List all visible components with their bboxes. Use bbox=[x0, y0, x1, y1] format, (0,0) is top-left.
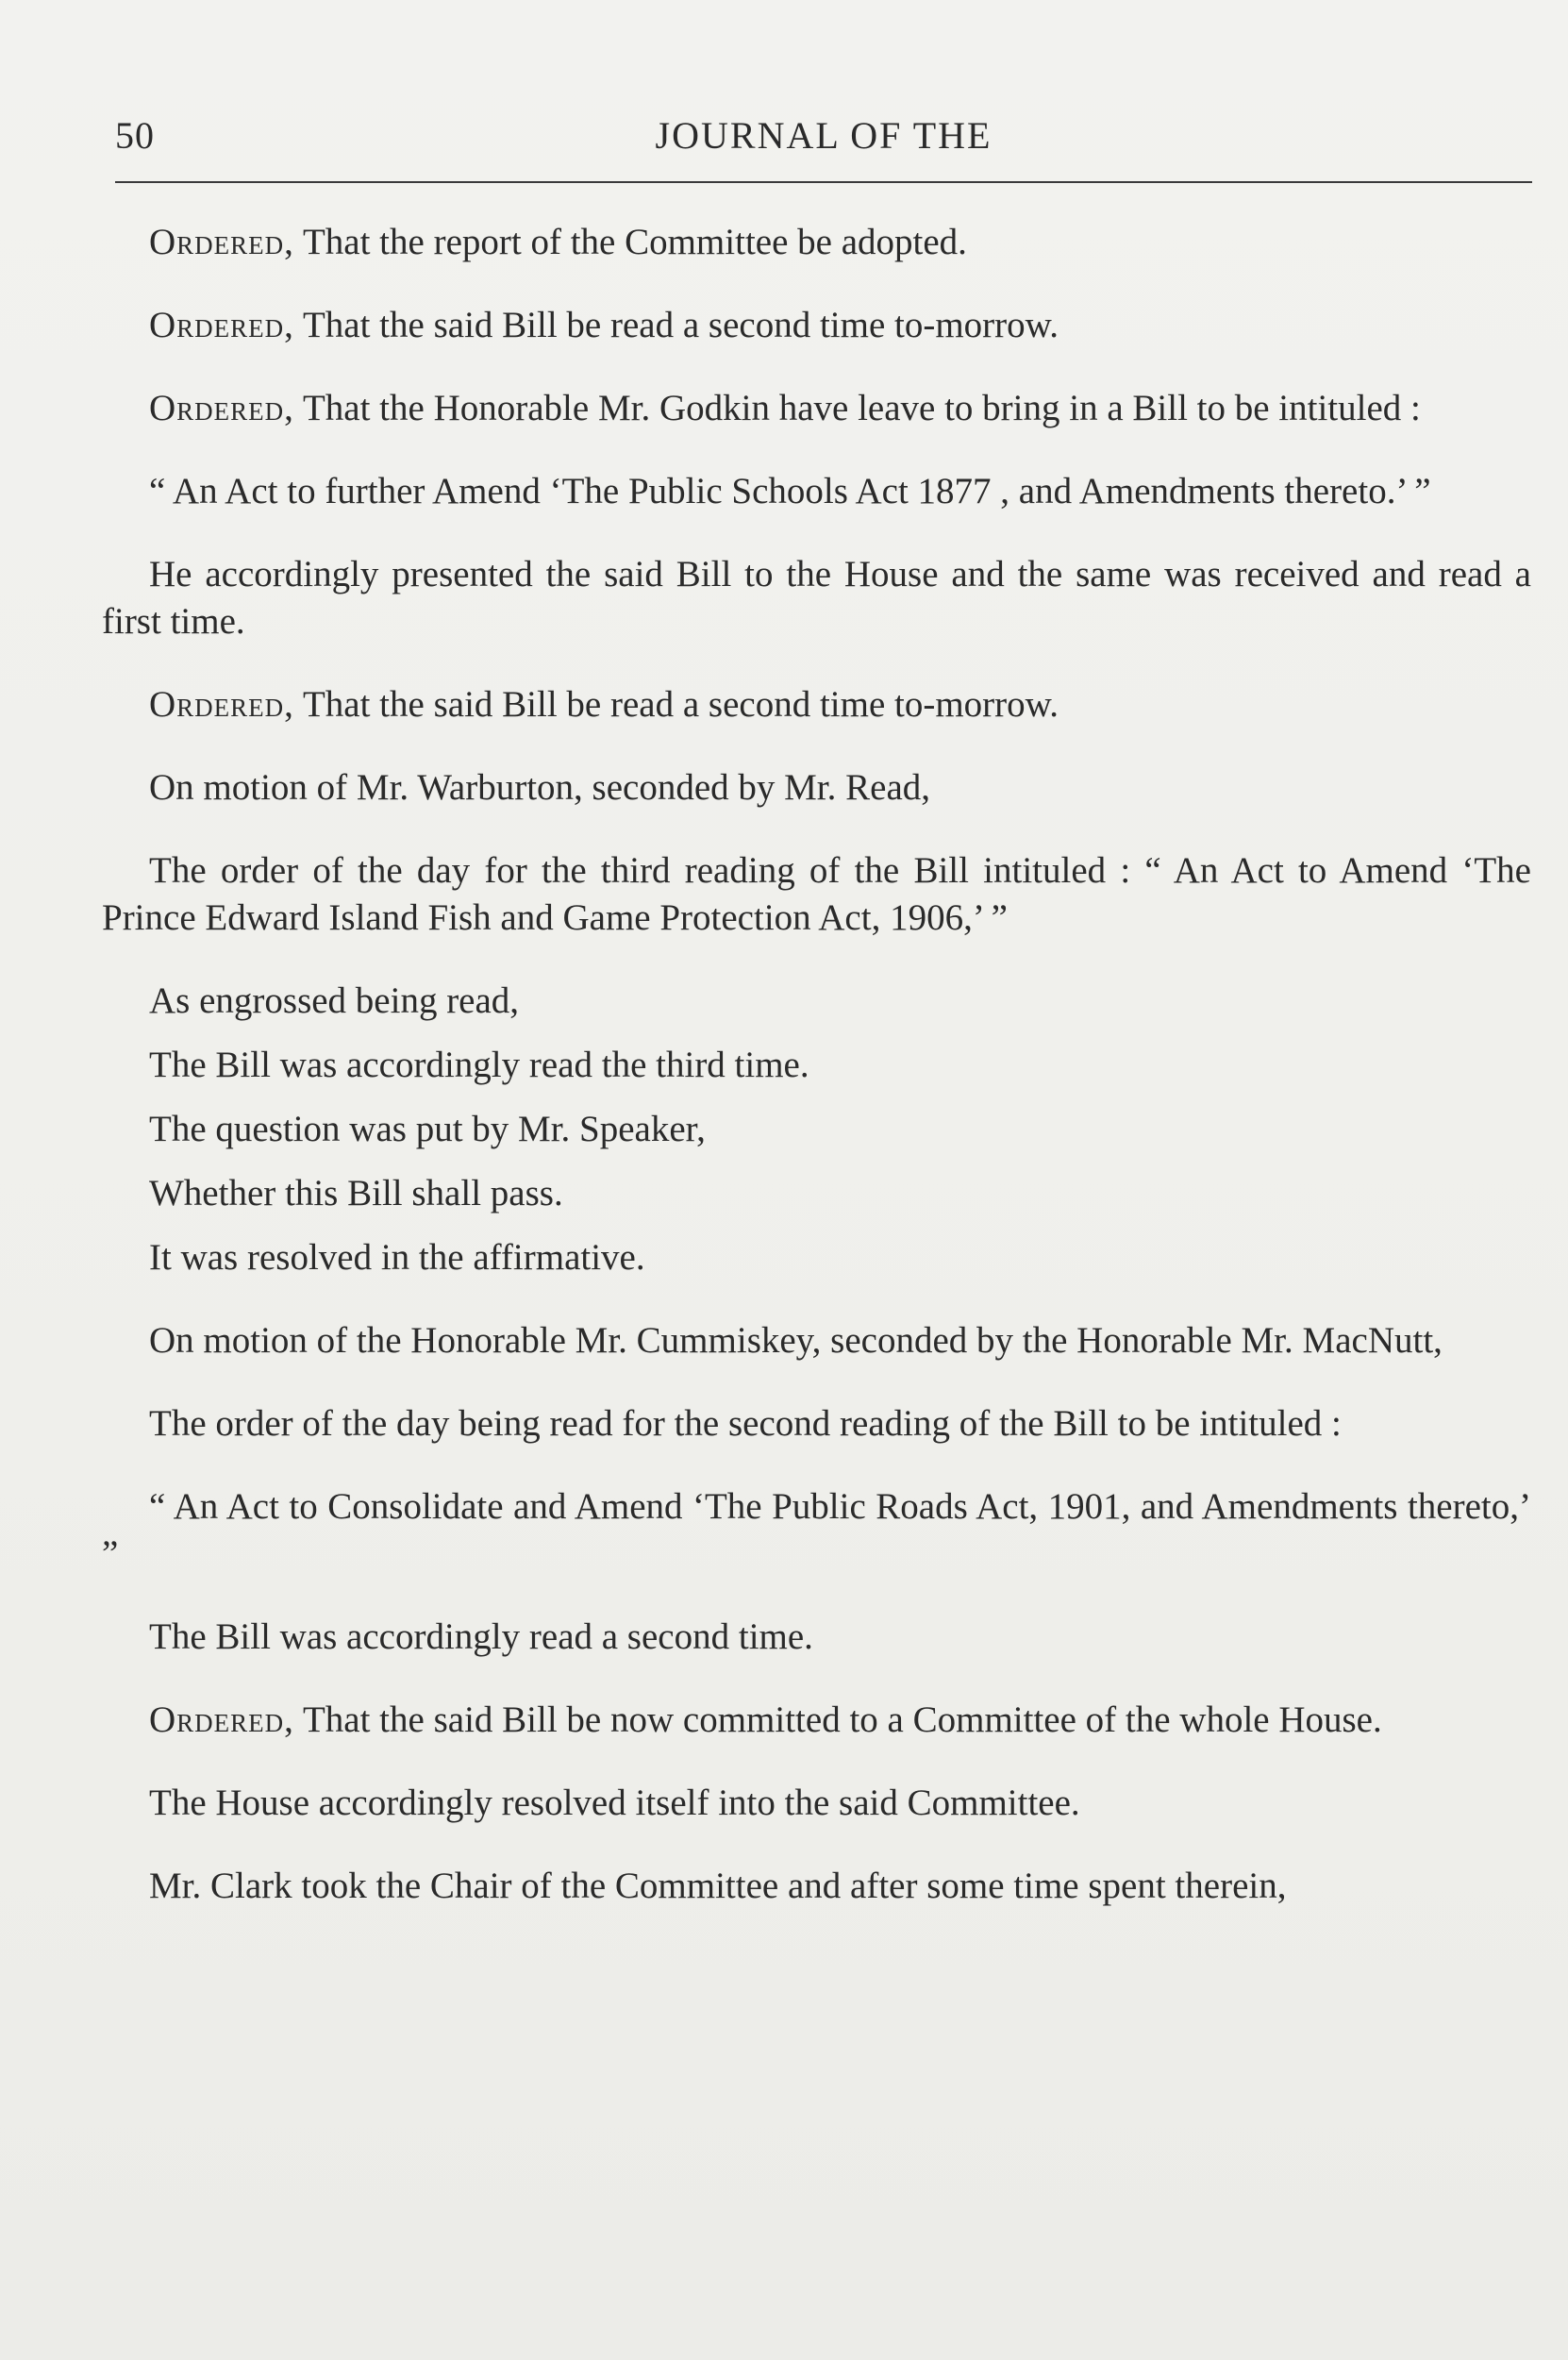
paragraph bbox=[102, 1697, 1531, 1744]
paragraph bbox=[102, 1170, 1531, 1217]
running-title: JOURNAL OF THE bbox=[655, 114, 993, 157]
paragraph-text: The order of the day being read for the second reading of the Bill to be intituled : bbox=[149, 1403, 1342, 1444]
paragraph bbox=[102, 1106, 1531, 1153]
paragraph-lead: Ordered, bbox=[149, 1699, 294, 1740]
paragraph-text: As engrossed being read, bbox=[149, 980, 520, 1021]
paragraph-text: The order of the day for the third reading of the Bill intituled : “ An Act to Amend ‘The Prince Edward Island Fish and Game Protection Act, 1906,’ ” bbox=[102, 850, 1531, 938]
paragraph-text: “ An Act to further Amend ‘The Public Schools Act 1877 , and Amendments thereto.’ ” bbox=[149, 471, 1431, 511]
paragraph-lead: Ordered, bbox=[149, 222, 294, 262]
page-header bbox=[115, 106, 1532, 162]
paragraph-text: That the said Bill be read a second time to-morrow. bbox=[293, 305, 1059, 345]
paragraph-text: Whether this Bill shall pass. bbox=[149, 1173, 563, 1213]
paragraph bbox=[102, 1400, 1531, 1448]
paragraph-text: It was resolved in the affirmative. bbox=[149, 1237, 645, 1278]
paragraph-text: The House accordingly resolved itself into the said Committee. bbox=[149, 1783, 1080, 1823]
journal-body bbox=[102, 219, 1531, 1946]
paragraph bbox=[102, 764, 1531, 812]
paragraph bbox=[102, 681, 1531, 728]
paragraph bbox=[102, 551, 1531, 645]
paragraph bbox=[102, 1780, 1531, 1827]
paragraph bbox=[102, 1863, 1531, 1910]
paragraph bbox=[102, 978, 1531, 1025]
paragraph-text: On motion of the Honorable Mr. Cummiskey, seconded by the Honorable Mr. MacNutt, bbox=[149, 1320, 1443, 1361]
paragraph bbox=[102, 302, 1531, 349]
paragraph-lead: Ordered, bbox=[149, 305, 294, 345]
paragraph bbox=[102, 1483, 1531, 1578]
paragraph-text: “ An Act to Consolidate and Amend ‘The Public Roads Act, 1901, and Amendments thereto,’ ” bbox=[102, 1486, 1531, 1574]
paragraph bbox=[102, 1614, 1531, 1661]
paragraph-text: That the Honorable Mr. Godkin have leave to bring in a Bill to be intituled : bbox=[293, 388, 1421, 428]
paragraph-text: Mr. Clark took the Chair of the Committee and after some time spent therein, bbox=[149, 1866, 1287, 1906]
paragraph bbox=[102, 847, 1531, 942]
paragraph bbox=[102, 219, 1531, 266]
paragraph-lead: Ordered, bbox=[149, 684, 294, 725]
paragraph-text: That the said Bill be now committed to a Committee of the whole House. bbox=[293, 1699, 1382, 1740]
paragraph bbox=[102, 1317, 1531, 1364]
paragraph-text: That the said Bill be read a second time to-morrow. bbox=[293, 684, 1059, 725]
paragraph-text: That the report of the Committee be adopted. bbox=[293, 222, 967, 262]
paragraph-lead: Ordered, bbox=[149, 388, 294, 428]
paragraph bbox=[102, 1042, 1531, 1089]
paragraph bbox=[102, 1234, 1531, 1281]
paragraph-text: On motion of Mr. Warburton, seconded by Mr. Read, bbox=[149, 767, 931, 808]
paragraph-text: He accordingly presented the said Bill to the House and the same was received and read a first time. bbox=[102, 554, 1531, 642]
paragraph-text: The Bill was accordingly read a second time. bbox=[149, 1616, 813, 1657]
page-number: 50 bbox=[115, 114, 155, 157]
paragraph-text: The question was put by Mr. Speaker, bbox=[149, 1109, 706, 1149]
paragraph bbox=[102, 385, 1531, 432]
header-rule bbox=[115, 181, 1532, 183]
paragraph bbox=[102, 468, 1531, 515]
paragraph-text: The Bill was accordingly read the third time. bbox=[149, 1045, 809, 1085]
